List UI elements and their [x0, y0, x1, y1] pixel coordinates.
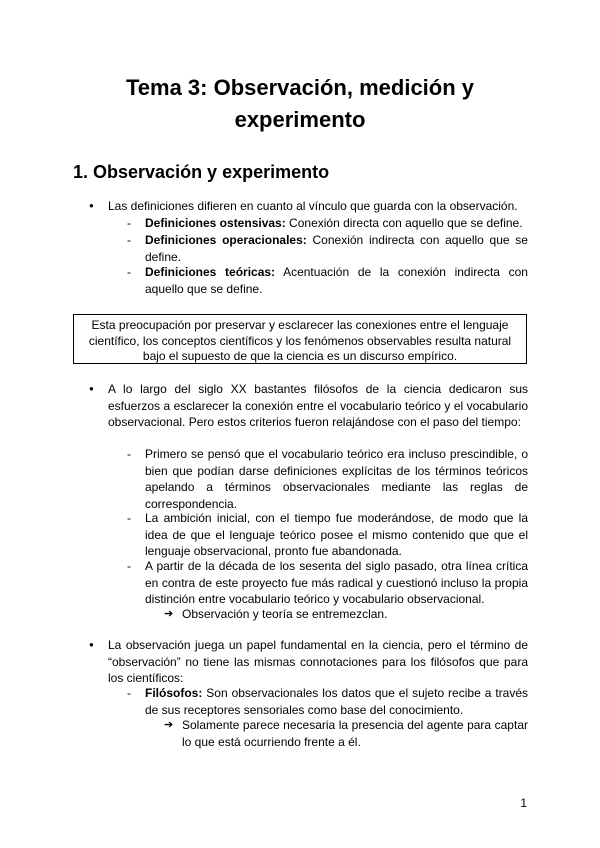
criteria-text: La ambición inicial, con el tiempo fue moderándose, de modo que la idea de que el lenguaje teórico posee el mismo contenido que que el lenguaje observacional, pronto fue abandonada. — [145, 511, 528, 558]
bullet-text: La observación juega un papel fundamental en la ciencia, pero el término de “observación” no tiene las mismas connotaciones para los filósofos que para los científicos: — [108, 638, 528, 685]
section-heading: 1. Observación y experimento — [73, 162, 330, 182]
definition-item-theoretical — [145, 264, 528, 297]
definition-text: Conexión directa con aquello que se define. — [285, 216, 523, 230]
box-line-1: Esta preocupación por preservar y esclarecer las conexiones entre el lenguaje — [91, 318, 509, 332]
definition-term: Definiciones ostensivas: — [145, 216, 286, 230]
definition-text: Conexión indirecta con aquello que se define. — [145, 233, 528, 264]
criteria-item-1 — [145, 446, 528, 512]
criteria-item-3 — [145, 558, 528, 608]
arrow-item-conclusion — [182, 606, 528, 623]
philosophers-item — [145, 685, 528, 718]
criteria-text: Primero se pensó que el vocabulario teórico era incluso prescindible, o bien que podían darse definiciones explícitas de los términos teóricos apelando a términos observacionales mediante las reglas de correspondencia. — [145, 447, 528, 511]
document-title — [0, 72, 600, 136]
definition-term: Definiciones teóricas: — [145, 265, 276, 279]
bullet-text: Las definiciones difieren en cuanto al vínculo que guarda con la observación. — [108, 199, 518, 213]
bullet-observation-role — [108, 637, 528, 687]
definition-term: Definiciones operacionales: — [145, 233, 307, 247]
highlight-box — [73, 314, 527, 364]
arrow-text: Observación y teoría se entremezclan. — [182, 607, 388, 621]
box-line-2: científico, los conceptos científicos y los fenómenos observables resulta natural — [88, 333, 512, 348]
criteria-item-2 — [145, 510, 528, 560]
definition-item-operational — [145, 232, 528, 265]
definition-item-ostensive — [145, 215, 528, 232]
philosophers-text: Son observacionales los datos que el sujeto recibe a través de sus receptores sensoriales como base del conocimiento. — [145, 686, 528, 717]
arrow-item-agent — [182, 717, 528, 750]
bullet-twentieth-century — [108, 381, 528, 431]
title-line-1: Tema 3: Observación, medición y — [125, 75, 475, 100]
definition-text: Acentuación de la conexión indirecta con aquello que se define. — [145, 265, 528, 296]
bullet-definitions — [108, 198, 528, 215]
bullet-text: A lo largo del siglo XX bastantes filósofos de la ciencia dedicaron sus esfuerzos a esclarecer la conexión entre el vocabulario teórico y el vocabulario observacional. Pero estos criterios fueron relajándose con el paso del tiempo: — [108, 382, 528, 429]
arrow-text: Solamente parece necesaria la presencia del agente para captar lo que está ocurriendo frente a él. — [182, 718, 528, 749]
title-line-2: experimento — [234, 107, 366, 132]
page-number: 1 — [520, 796, 527, 810]
box-line-3: bajo el supuesto de que la ciencia es un discurso empírico. — [142, 349, 458, 363]
criteria-text: A partir de la década de los sesenta del siglo pasado, otra línea crítica en contra de este proyecto fue más radical y cuestionó incluso la propia distinción entre vocabulario teórico y vocabulario observacional. — [145, 559, 528, 606]
philosophers-term: Filósofos: — [145, 686, 203, 700]
